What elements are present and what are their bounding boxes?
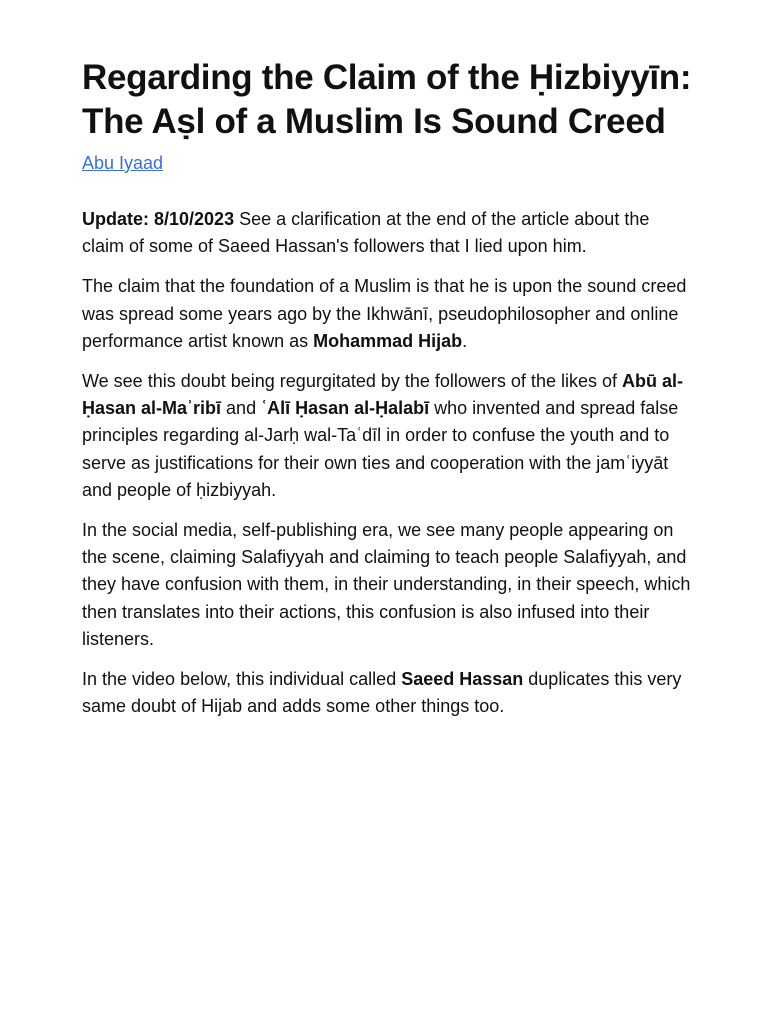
author-link[interactable]: Abu Iyaad — [82, 153, 164, 173]
person-name: ʿAlī Ḥasan al-Ḥalabī — [261, 398, 430, 419]
paragraph-text: duplicates this very same doubt of Hijab and adds some other things too. — [82, 669, 682, 717]
paragraph-text: In the video below, this individual called — [82, 669, 402, 690]
paragraph-claim — [82, 273, 692, 355]
person-name: Saeed Hassan — [401, 669, 524, 690]
paragraph-followers — [82, 368, 692, 504]
person-name: Abū al-Ḥasan al-Maʾribī — [82, 371, 683, 419]
paragraph-video — [82, 666, 692, 720]
paragraph-text: and — [221, 398, 262, 419]
article-title: Regarding the Claim of the Ḥizbiyyīn: The Aṣl of a Muslim Is Sound Creed — [82, 58, 692, 141]
update-paragraph — [82, 206, 692, 260]
paragraph-social-media: In the social media, self-publishing era, we see many people appearing on the scene, claiming Salafiyyah and claiming to teach people Salafiyyah, and they have confusion with them, in their understanding, in their speech, which then translates into their actions, this confusion is also infused into their listeners. — [82, 520, 691, 649]
person-name: Mohammad Hijab — [313, 330, 463, 351]
paragraph-text: who invented and spread false principles regarding al-Jarḥ wal-Taʿdīl in order to confuse the youth and to serve as justifications for their own ties and cooperation with the jamʿiyyāt and people of ḥizbiyyah. — [82, 398, 679, 500]
paragraph-text: We see this doubt being regurgitated by the followers of the likes of — [82, 371, 622, 392]
paragraph-text: . — [462, 330, 468, 351]
paragraph-text: The claim that the foundation of a Muslim is that he is upon the sound creed was spread some years ago by the Ikhwānī, pseudophilosopher and online performance artist known as — [82, 276, 687, 351]
update-label: Update: 8/10/2023 — [82, 209, 235, 229]
update-text: See a clarification at the end of the article about the claim of some of Saeed Hassan's followers that I lied upon him. — [82, 209, 650, 257]
article — [82, 56, 692, 720]
